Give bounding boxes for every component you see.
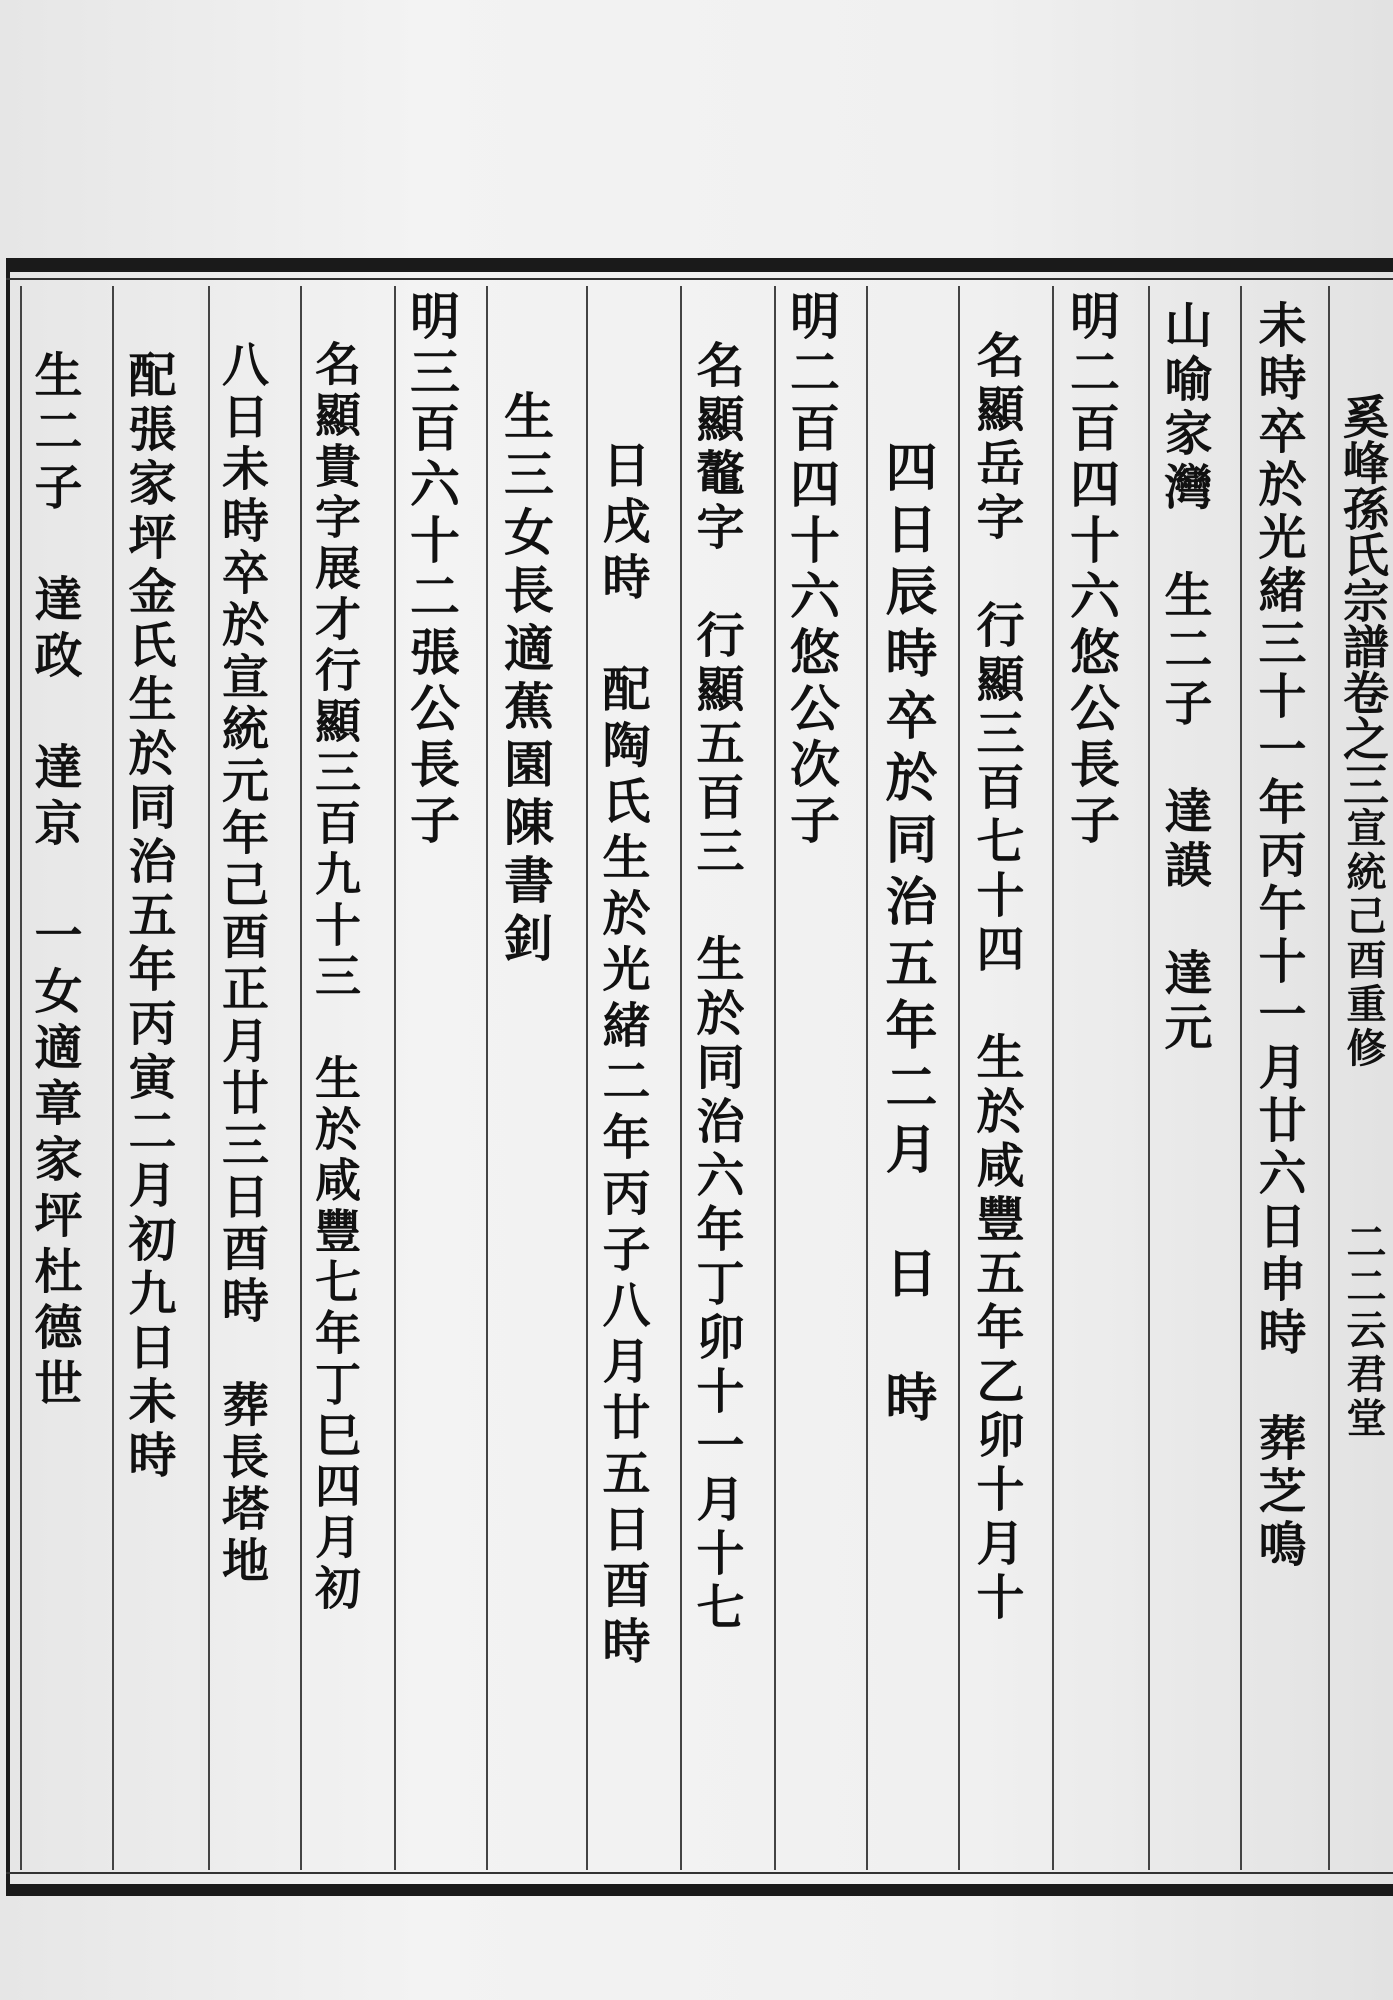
text-column-9: 生三女長適蕉園陳書釗 [496,390,555,970]
text-column-7: 名顯鼇字 行顯五百三 生於同治六年丁卯十一月十七 [688,340,744,1636]
text-column-5: 四日辰時卒於同治五年二月 日 時 [876,440,937,1432]
column-divider [680,286,682,1870]
column-divider [300,286,302,1870]
edition-label: 宣統己酉重修 [1340,807,1387,1071]
column-divider [20,286,22,1870]
column-divider [208,286,210,1870]
column-divider [394,286,396,1870]
book-title: 奚峰孫氏宗譜 [1336,393,1390,669]
text-column-8: 日戌時 配陶氏生於光緒二年丙子八月廿五日酉時 [594,440,650,1672]
column-divider [1052,286,1054,1870]
margin-column [1336,285,1393,1865]
text-column-4: 名顯岳字 行顯三百七十四 生於咸豐五年乙卯十月十 [968,330,1024,1626]
column-divider [774,286,776,1870]
leaf-label: 二二云君堂 [1340,1221,1387,1441]
column-divider [586,286,588,1870]
text-column-6: 明二百四十六悠公次子 [782,290,841,850]
text-column-10: 明三百六十二張公長子 [402,290,461,850]
text-column-11: 名顯貴字展才行顯三百九十三 生於咸豐七年丁巳四月初 [308,340,362,1615]
volume-label: 卷之三 [1336,669,1390,807]
column-divider [1240,286,1242,1870]
bottom-inner-rule [6,1872,1393,1874]
column-divider [486,286,488,1870]
text-column-12: 八日未時卒於宣統元年己酉正月廿三日酉時 葬長塔地 [214,340,269,1588]
column-divider [866,286,868,1870]
text-column-13: 配張家坪金氏生於同治五年丙寅二月初九日未時 [120,350,176,1484]
top-inner-rule [6,278,1393,280]
text-column-14: 生二子 達政 達京 一女適章家坪杜德世 [26,350,82,1414]
text-column-3: 明二百四十六悠公長子 [1062,290,1121,850]
text-column-2: 山喻家灣 生二子 達謨 達元 [1156,300,1212,1056]
column-divider [958,286,960,1870]
column-divider [1328,286,1330,1870]
column-divider [1148,286,1150,1870]
column-divider [112,286,114,1870]
text-column-1: 未時卒於光緒三十一年丙午十一月廿六日申時 葬芝鳴 [1250,300,1306,1572]
